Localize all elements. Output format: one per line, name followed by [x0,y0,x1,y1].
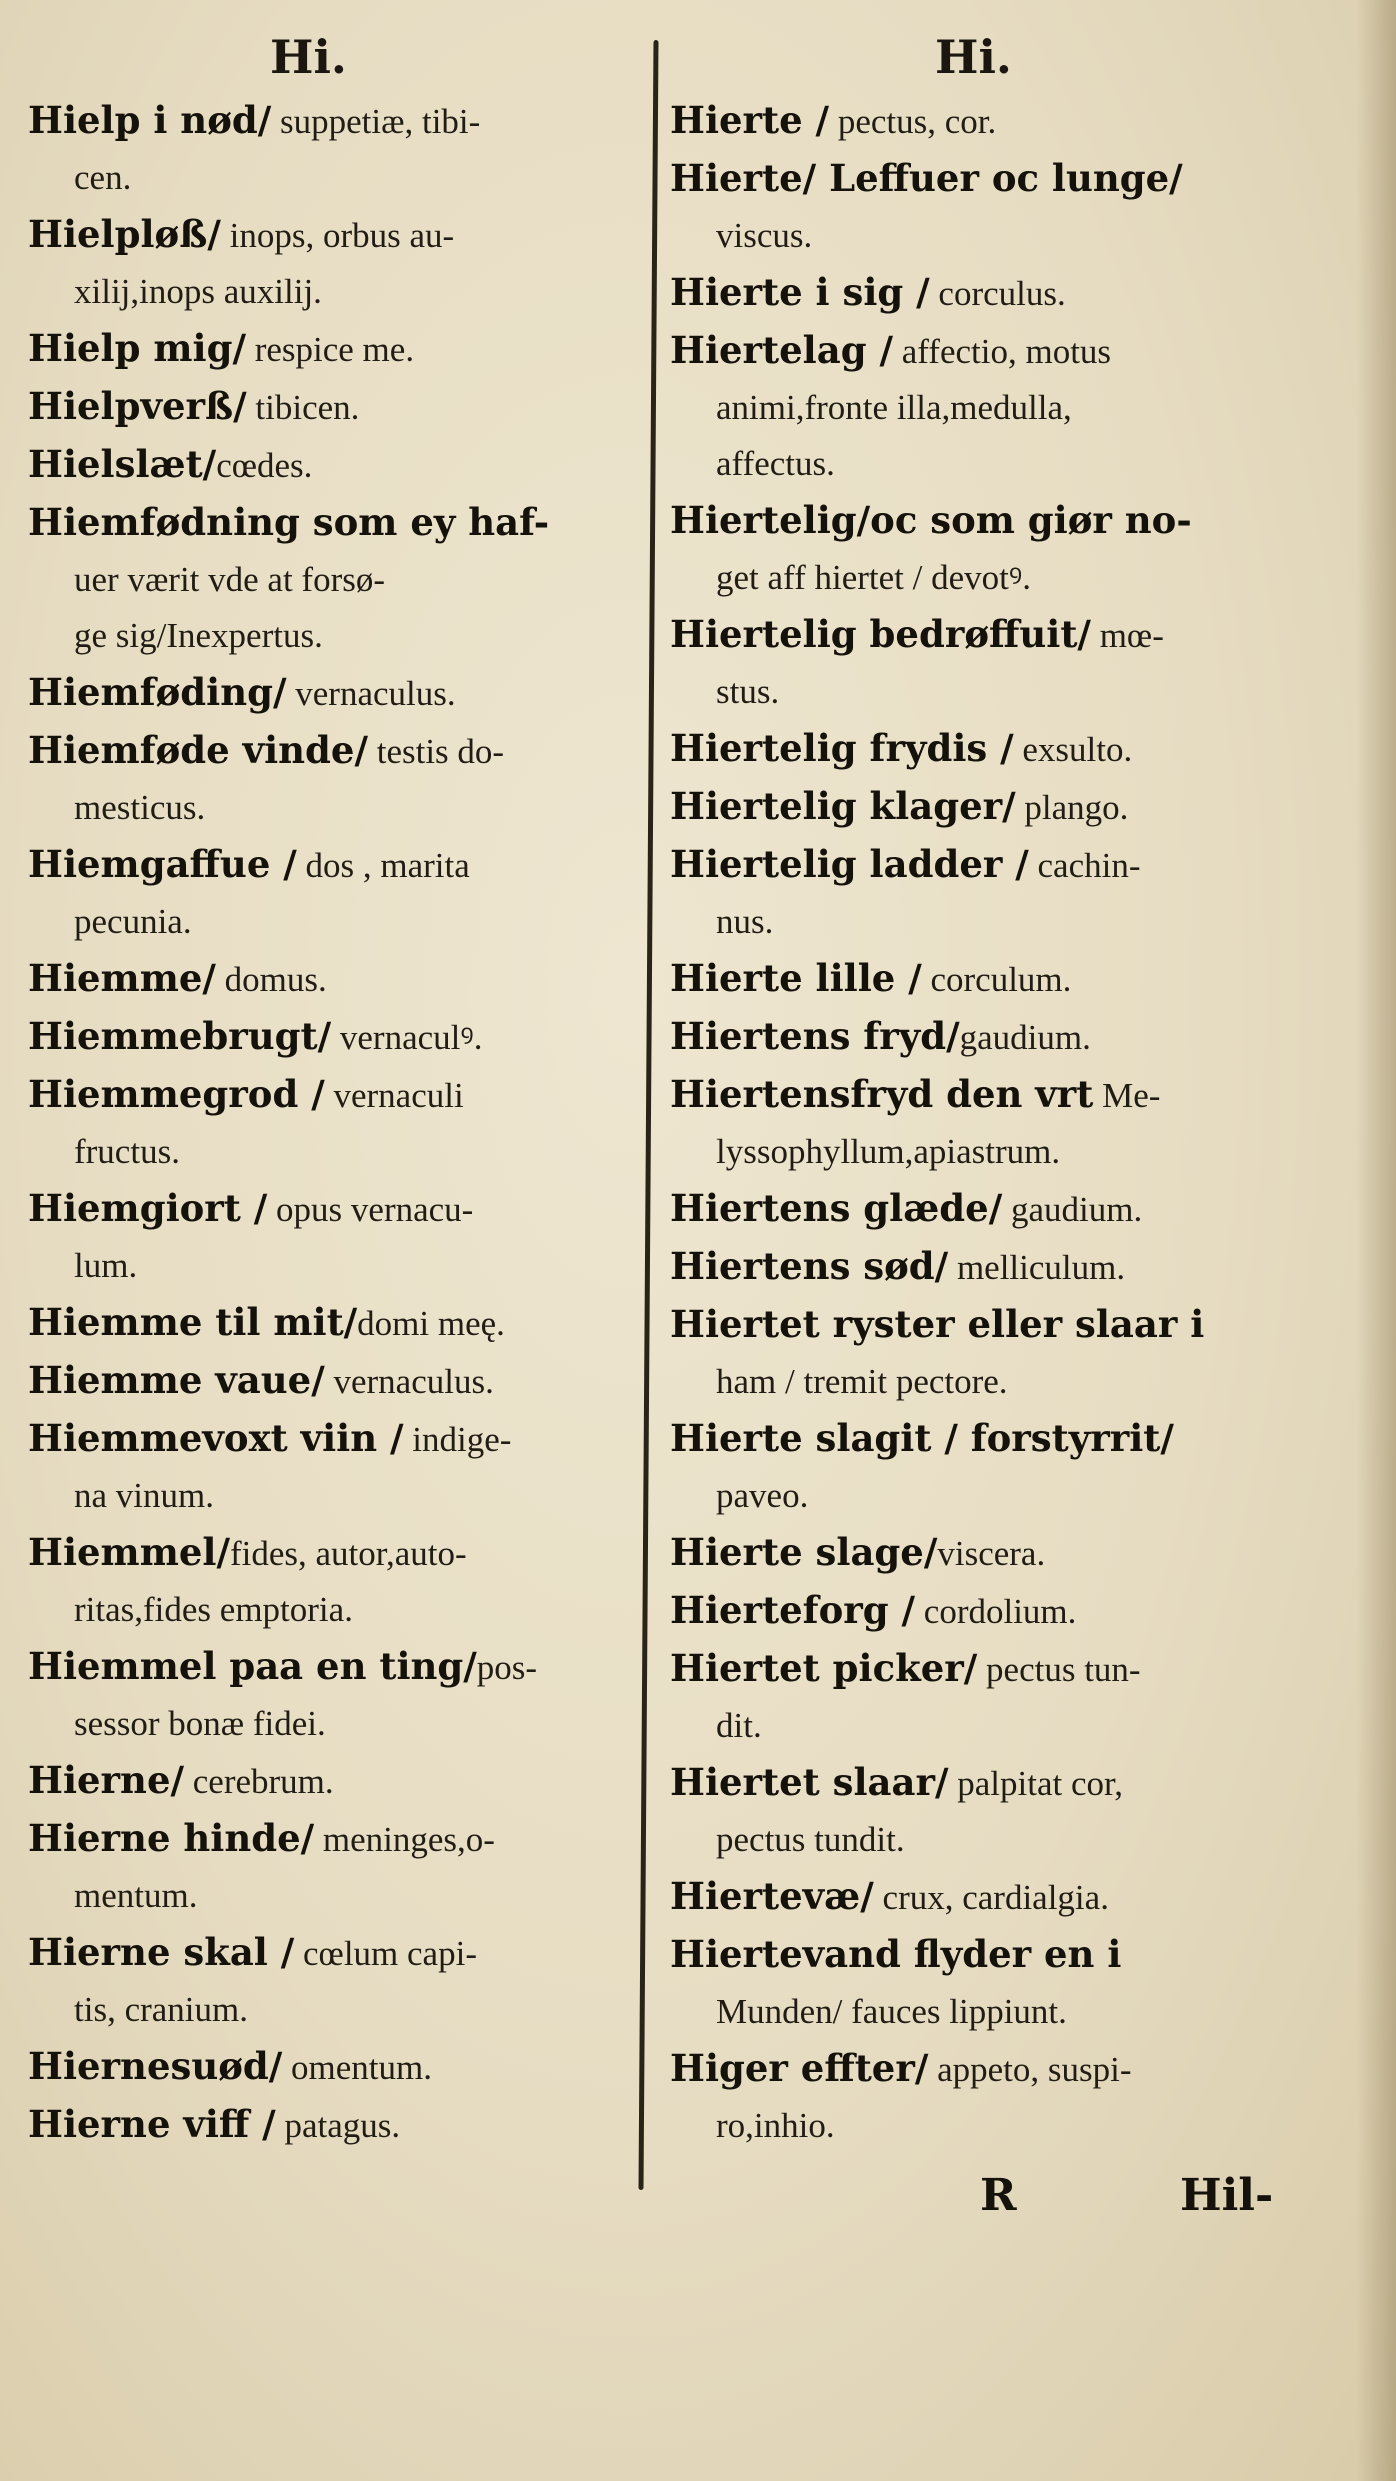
dictionary-entry [670,1524,1285,1582]
signature-mark: R [980,2170,1017,2221]
entry-first-line [670,1410,1285,1468]
headword: Hiemgaffue / [28,842,297,886]
entry-first-line [28,2096,638,2154]
dictionary-entry [28,436,638,494]
latin-gloss: viscera. [937,1534,1046,1573]
entry-continuation: Munden/ fauces lippiunt. [716,1992,1067,2031]
headword: Hiemmel paa en ting/ [28,1644,477,1688]
entry-continuation: ham / tremit pectore. [716,1362,1008,1401]
entry-first-line [28,950,638,1008]
headword: Hiernesuød/ [28,2044,283,2088]
headword: Hierne hinde/ [28,1816,315,1860]
latin-gloss: dos , marita [296,846,470,885]
entry-continuation: lum. [74,1246,138,1285]
entry-first-line [670,778,1285,836]
latin-gloss: exsulto. [1013,730,1133,769]
running-head-right: Hi. [935,30,1012,84]
latin-gloss: opus vernacu- [267,1190,474,1229]
headword: Hielp mig/ [28,326,246,370]
entry-continuation: mesticus. [74,788,206,827]
latin-gloss: crux, cardialgia. [873,1878,1109,1917]
dictionary-entry [670,492,1285,606]
headword: Hielpverß/ [28,384,247,428]
headword: Higer effter/ [670,2046,929,2090]
entry-continuation: lyssophyllum,apiastrum. [716,1132,1061,1171]
dictionary-entry [28,1352,638,1410]
right-column [670,92,1285,2154]
entry-continuation: stus. [716,672,780,711]
entry-continuation: nus. [716,902,774,941]
entry-first-line [670,950,1285,1008]
dictionary-entry [28,664,638,722]
dictionary-entry [28,1180,638,1294]
latin-gloss: domus. [215,960,327,999]
left-column [28,92,638,2154]
entry-continuation: animi,fronte illa,medulla, [716,388,1072,427]
dictionary-entry [670,1180,1285,1238]
entry-first-line [28,1294,638,1352]
dictionary-entry [28,1008,638,1066]
entry-first-line [670,1296,1285,1354]
headword: Hiertet ryster eller slaar i [670,1302,1205,1346]
entry-first-line [670,1238,1285,1296]
dictionary-entry [670,720,1285,778]
headword: Hiertelig bedrøffuit/ [670,612,1091,656]
entry-continuation: ritas,fides emptoria. [74,1590,353,1629]
latin-gloss: inops, orbus au- [220,216,455,255]
latin-gloss: patagus. [275,2106,401,2145]
headword: Hielpløß/ [28,212,221,256]
entry-first-line [670,264,1285,322]
headword: Hierte / [670,98,830,142]
entry-continuation: uer værit vde at forsø- [74,560,386,599]
entry-first-line [670,1926,1285,1984]
entry-first-line [670,150,1285,208]
entry-first-line [28,1352,638,1410]
entry-first-line [28,664,638,722]
column-divider [638,40,658,2190]
headword: Hiemmevoxt viin / [28,1416,404,1460]
latin-gloss: melliculum. [948,1248,1126,1287]
headword: Hiertevand flyder en i [670,1932,1122,1976]
entry-first-line [28,1524,638,1582]
entry-continuation: na vinum. [74,1476,214,1515]
dictionary-entry [670,1868,1285,1926]
dictionary-entry [28,494,638,608]
latin-gloss: palpitat cor, [948,1764,1124,1803]
entry-continuation: ro,inhio. [716,2106,835,2145]
dictionary-entry [670,1008,1285,1066]
headword: Hierte i sig / [670,270,930,314]
entry-first-line [670,1582,1285,1640]
entry-first-line [670,322,1285,380]
running-head-left: Hi. [270,30,347,84]
entry-continuation: cen. [74,158,132,197]
dictionary-entry [28,206,638,320]
latin-gloss: pectus tun- [977,1650,1141,1689]
entry-first-line [28,722,638,780]
dictionary-entry [670,1410,1285,1524]
entry-first-line [28,2038,638,2096]
latin-gloss: Me- [1093,1076,1161,1115]
dictionary-entry [670,606,1285,720]
latin-gloss: cachin- [1028,846,1141,885]
entry-first-line [28,1180,638,1238]
latin-gloss: vernaculus. [324,1362,494,1401]
latin-gloss: indige- [403,1420,512,1459]
headword: Hierne viff / [28,2102,276,2146]
latin-gloss: cœdes. [216,446,313,485]
headword: Hiertens sød/ [670,1244,949,1288]
headword: Hiemgiort / [28,1186,268,1230]
entry-first-line [28,494,638,552]
dictionary-entry [28,92,638,206]
dictionary-entry [670,950,1285,1008]
entry-first-line [670,2040,1285,2098]
dictionary-entry [28,2038,638,2096]
entry-first-line [28,1638,638,1696]
dictionary-entry [28,1752,638,1810]
entry-continuation: get aff hiertet / devotꝰ. [716,558,1031,597]
entry-first-line [28,1752,638,1810]
entry-first-line [28,92,638,150]
latin-gloss: gaudium. [1002,1190,1143,1229]
latin-gloss: omentum. [282,2048,433,2087]
dictionary-entry [28,950,638,1008]
headword: Hiertet slaar/ [670,1760,949,1804]
entry-continuation: dit. [716,1706,762,1745]
entry-first-line [28,206,638,264]
latin-gloss: fides, autor,auto- [229,1534,467,1573]
dictionary-entry [28,2096,638,2154]
dictionary-entry [28,722,638,836]
entry-first-line [28,1810,638,1868]
dictionary-entry [670,1296,1285,1410]
latin-gloss: plango. [1015,788,1129,827]
dictionary-entry [28,1810,638,1924]
headword: Hiemme til mit/ [28,1300,358,1344]
entry-continuation: fructus. [74,1132,180,1171]
entry-first-line [670,1524,1285,1582]
headword: Hiertensfryd den vrt [670,1072,1094,1116]
entry-first-line [670,836,1285,894]
entry-first-line [670,1180,1285,1238]
entry-continuation: paveo. [716,1476,809,1515]
headword: Hierne/ [28,1758,185,1802]
latin-gloss: cœlum capi- [294,1934,477,1973]
latin-gloss: domi meę. [357,1304,505,1343]
headword: Hiemmebrugt/ [28,1014,332,1058]
latin-gloss: vernaculꝰ. [331,1018,483,1057]
latin-gloss: pos- [476,1648,538,1687]
latin-gloss: corculum. [921,960,1072,999]
entry-continuation: xilij,inops auxilij. [74,272,322,311]
latin-gloss: appeto, suspi- [928,2050,1132,2089]
entry-continuation: sessor bonæ fidei. [74,1704,326,1743]
headword: Hiertens fryd/ [670,1014,960,1058]
dictionary-entry [28,1924,638,2038]
headword: Hierte slage/ [670,1530,938,1574]
dictionary-entry [670,1926,1285,2040]
dictionary-entry [28,1066,638,1180]
headword: Hiertelag / [670,328,893,372]
headword: Hierteforg / [670,1588,916,1632]
entry-continuation: tis, cranium. [74,1990,248,2029]
entry-continuation: mentum. [74,1876,198,1915]
entry-continuation: viscus. [716,216,813,255]
entry-first-line [670,606,1285,664]
headword: Hielslæt/ [28,442,217,486]
latin-gloss: suppetiæ, tibi- [271,102,481,141]
headword: Hiemmegrod / [28,1072,325,1116]
catchword: Hil- [1180,2170,1274,2221]
headword: Hiertet picker/ [670,1646,978,1690]
latin-gloss: affectio, motus [892,332,1112,371]
latin-gloss: meninges,o- [314,1820,495,1859]
headword: Hiemme/ [28,956,216,1000]
headword: Hiemfødning som ey haf- [28,500,550,544]
latin-gloss: vernaculi [324,1076,464,1115]
dictionary-entry [670,150,1285,264]
dictionary-entry [670,836,1285,950]
entry-continuation: ge sig/Inexpertus. [74,616,323,655]
entry-first-line [670,92,1285,150]
dictionary-entry [28,1294,638,1352]
headword: Hiertelig ladder / [670,842,1029,886]
entry-first-line [28,320,638,378]
dictionary-entry [670,322,1285,436]
dictionary-entry [670,264,1285,322]
headword: Hierte slagit / forstyrrit/ [670,1416,1174,1460]
headword: Hiertevæ/ [670,1874,874,1918]
entry-first-line [28,1066,638,1124]
headword: Hierne skal / [28,1930,295,1974]
headword: Hiertens glæde/ [670,1186,1003,1230]
entry-first-line [670,1640,1285,1698]
dictionary-entry [670,2040,1285,2154]
entry-first-line [28,378,638,436]
entry-continuation: pecunia. [74,902,192,941]
dictionary-entry [670,1066,1285,1180]
latin-gloss: testis do- [367,732,505,771]
latin-gloss: respice me. [245,330,415,369]
dictionary-entry [670,1754,1285,1868]
latin-gloss: vernaculus. [286,674,456,713]
dictionary-entry [670,92,1285,150]
entry-first-line [670,492,1285,550]
headword: Hiemføding/ [28,670,287,714]
headword: Hiemme vaue/ [28,1358,325,1402]
entry-first-line [670,1008,1285,1066]
headword: Hiertelig frydis / [670,726,1014,770]
entry-first-line [28,1924,638,1982]
headword: Hielp i nød/ [28,98,272,142]
entry-first-line [670,1066,1285,1124]
dictionary-entry [28,1638,638,1752]
entry-first-line [28,1410,638,1468]
latin-gloss: mœ- [1090,616,1164,655]
dictionary-entry [670,1238,1285,1296]
entry-first-line [670,1868,1285,1926]
headword: Hiertelig klager/ [670,784,1016,828]
entry-continuation: affectus. [716,444,835,483]
entry-first-line [28,836,638,894]
dictionary-entry [670,778,1285,836]
headword: Hierte lille / [670,956,922,1000]
dictionary-entry [670,1640,1285,1754]
dictionary-entry [670,436,1285,492]
entry-first-line [28,436,638,494]
dictionary-entry [28,608,638,664]
latin-gloss: pectus, cor. [829,102,997,141]
entry-continuation: pectus tundit. [716,1820,905,1859]
dictionary-entry [28,1524,638,1638]
dictionary-entry [28,836,638,950]
dictionary-entry [28,378,638,436]
latin-gloss: tibicen. [246,388,360,427]
latin-gloss: gaudium. [959,1018,1091,1057]
dictionary-entry [670,1582,1285,1640]
headword: Hiemmel/ [28,1530,230,1574]
latin-gloss: corculus. [929,274,1066,313]
latin-gloss: cordolium. [915,1592,1077,1631]
entry-first-line [28,1008,638,1066]
dictionary-entry [28,320,638,378]
dictionary-entry [28,1410,638,1524]
latin-gloss: cerebrum. [184,1762,334,1801]
entry-first-line [670,1754,1285,1812]
headword: Hierte/ Leffuer oc lunge/ [670,156,1183,200]
entry-first-line [670,720,1285,778]
page-edge-shadow [1356,0,1396,2481]
headword: Hiertelig/oc som giør no- [670,498,1192,542]
headword: Hiemføde vinde/ [28,728,368,772]
